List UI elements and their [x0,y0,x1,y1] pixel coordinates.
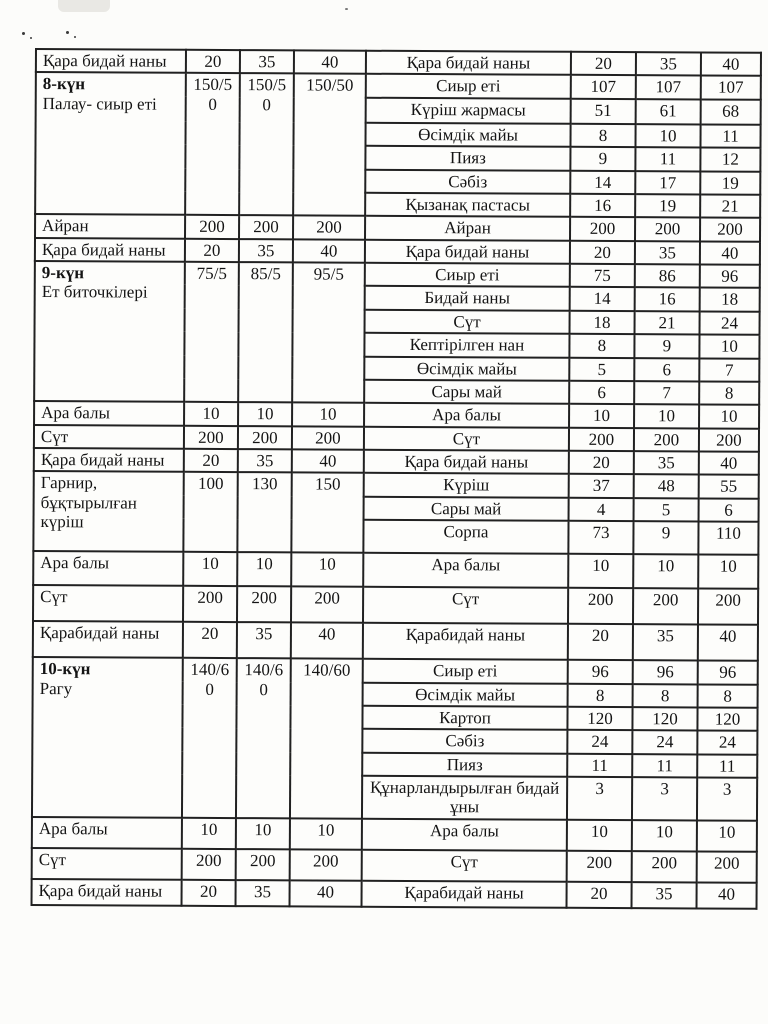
amount-cell: 35 [634,451,699,475]
ingredient-cell: Сүт [364,426,569,450]
ingredient-cell: Өсімдік майы [363,682,568,706]
amount-cell: 24 [697,731,757,755]
amount-cell: 8 [568,683,633,707]
dish-cell: Қара бидай наны [32,879,182,906]
portion-cell: 150/50 [239,73,294,215]
portion-cell: 10 [236,818,290,849]
ingredient-cell: Сүт [363,587,568,624]
amount-cell: 120 [567,707,632,731]
amount-cell: 5 [634,498,699,522]
day-heading: 9-күн [41,263,85,283]
amount-cell: 10 [699,335,759,359]
table-row [32,817,757,852]
amount-cell: 18 [700,288,760,312]
amount-cell: 107 [701,76,761,100]
amount-cell: 16 [570,194,635,218]
amount-cell: 40 [698,625,758,661]
amount-cell: 96 [568,660,633,684]
dish-cell: Қара бидай наны [35,238,185,262]
amount-cell: 4 [569,498,634,522]
amount-cell: 11 [635,147,700,171]
amount-cell: 9 [570,147,635,171]
amount-cell: 75 [570,264,635,288]
table-row [33,585,758,625]
amount-cell: 10 [568,554,633,588]
amount-cell: 6 [569,381,634,405]
portion-cell: 10 [182,818,236,849]
dish-cell: Қара бидай наны [34,448,184,472]
portion-cell: 35 [236,880,290,906]
amount-cell: 200 [632,851,697,882]
portion-cell: 150 [291,473,363,553]
amount-cell: 3 [632,777,697,820]
ingredient-cell: Сиыр еті [363,659,568,683]
ingredient-cell: Өсімдік майы [364,356,569,380]
portion-cell: 20 [184,449,238,473]
dish-cell: Ара балы [34,401,184,425]
portion-cell: 10 [292,403,364,427]
dish-cell: Қара бидай наны [36,49,186,73]
amount-cell: 10 [697,820,757,851]
ingredient-cell: Сорпа [363,520,568,554]
amount-cell: 200 [568,588,633,624]
portion-cell: 200 [238,426,292,450]
amount-cell: 14 [570,170,635,194]
amount-cell: 10 [567,820,632,851]
portion-cell: 75/5 [184,262,239,403]
amount-cell: 96 [698,661,758,685]
portion-cell: 200 [292,426,364,450]
amount-cell: 10 [699,405,759,429]
ingredient-cell: Қара бидай наны [364,450,569,474]
table-row [32,848,757,883]
amount-cell: 19 [700,171,760,195]
amount-cell: 40 [697,882,757,908]
amount-cell: 16 [635,288,700,312]
dish-cell: Қарабидай наны [33,621,183,658]
amount-cell: 200 [635,217,700,241]
ingredient-cell: Қарабидай наны [363,623,568,660]
amount-cell: 7 [634,381,699,405]
amount-cell: 17 [635,171,700,195]
dish-cell: Айран [35,214,185,238]
amount-cell: 200 [697,851,757,882]
amount-cell: 37 [569,474,634,498]
portion-cell: 10 [290,818,362,849]
amount-cell: 120 [697,707,757,731]
amount-cell: 35 [635,241,700,265]
dish-cell: Ара балы [33,551,183,586]
amount-cell: 8 [569,334,634,358]
amount-cell: 68 [701,99,761,124]
amount-cell: 14 [570,287,635,311]
portion-cell: 20 [185,238,239,262]
scan-speck [74,36,76,38]
amount-cell: 20 [569,451,634,475]
portion-cell: 10 [184,402,238,426]
amount-cell: 55 [699,475,759,499]
amount-cell: 200 [569,427,634,451]
amount-cell: 200 [699,428,759,452]
amount-cell: 9 [633,521,698,554]
dish-cell: 9-күн Ет биточкілері [34,261,185,402]
portion-cell: 200 [237,586,291,622]
amount-cell: 19 [635,194,700,218]
amount-cell: 10 [633,554,698,588]
ingredient-cell: Айран [365,216,570,240]
ingredient-cell: Пияз [362,752,567,776]
portion-cell: 85/5 [238,262,293,403]
portion-cell: 10 [238,402,292,426]
amount-cell: 20 [568,624,633,660]
scan-speck [345,8,348,10]
amount-cell: 11 [632,754,697,778]
ingredient-cell: Ара балы [362,818,567,850]
amount-cell: 48 [634,475,699,499]
portion-cell: 140/60 [290,658,363,818]
dish-cell: Гарнир, бұқтырылған күріш [33,471,183,552]
ingredient-cell: Бидай наны [365,286,570,310]
table-row [35,261,760,288]
ingredient-cell: Сүт [365,309,570,333]
ingredient-cell: Сары май [364,380,569,404]
amount-cell: 3 [567,777,632,820]
ingredient-cell: Қара бидай наны [365,239,570,263]
portion-cell: 200 [182,849,236,880]
portion-cell: 140/60 [182,658,237,818]
amount-cell: 8 [699,381,759,405]
portion-cell: 200 [184,425,238,449]
amount-cell: 6 [634,358,699,382]
amount-cell: 10 [632,820,697,851]
portion-cell: 20 [182,880,236,906]
amount-cell: 24 [700,311,760,335]
amount-cell: 3 [697,777,757,820]
portion-cell: 150/50 [293,74,366,216]
portion-cell: 95/5 [292,262,365,403]
amount-cell: 73 [568,521,633,554]
amount-cell: 10 [635,124,700,148]
portion-cell: 40 [293,239,365,263]
portion-cell: 140/60 [236,658,291,818]
dish-cell: 8-күн Палау- сиыр еті [35,72,186,215]
ingredient-cell: Сиыр еті [366,74,571,98]
portion-cell: 150/50 [185,73,240,215]
dish-cell: Сүт [33,585,183,622]
amount-cell: 107 [571,75,636,99]
amount-cell: 107 [636,76,701,100]
amount-cell: 96 [700,264,760,288]
amount-cell: 20 [567,882,632,908]
amount-cell: 11 [697,754,757,778]
portion-cell: 130 [237,472,291,552]
amount-cell: 5 [569,357,634,381]
portion-cell: 40 [294,50,366,74]
ingredient-cell: Ара балы [363,553,568,588]
amount-cell: 7 [699,358,759,382]
portion-cell: 200 [236,849,290,880]
ingredient-cell: Сәбіз [362,729,567,753]
dish-cell: Сүт [34,425,184,449]
table-row [33,551,758,589]
table-row [33,657,758,684]
amount-cell: 24 [632,730,697,754]
portion-cell: 20 [183,622,237,658]
day-heading: 8-күн [42,74,86,94]
dish-cell: 10-күн Рагу [32,657,183,817]
day-heading: 10-күн [39,659,91,679]
table-row [33,621,758,661]
scan-smudge [58,0,110,12]
scan-speck [66,31,69,34]
table-row [34,471,759,498]
ingredient-cell: Күріш жармасы [366,97,571,123]
portion-cell: 40 [290,880,362,906]
amount-cell: 35 [633,624,698,660]
amount-cell: 10 [698,555,758,589]
amount-cell: 40 [700,241,760,265]
portion-cell: 35 [238,449,292,473]
portion-cell: 35 [239,239,293,263]
amount-cell: 200 [698,589,758,625]
ingredient-cell: Өсімдік майы [365,122,570,146]
amount-cell: 35 [632,882,697,908]
amount-cell: 24 [567,730,632,754]
ingredient-cell: Қара бидай наны [366,51,571,75]
menu-table-body [32,49,761,909]
ingredient-cell: Құнарландырылған бидай ұны [362,776,567,820]
amount-cell: 200 [570,217,635,241]
table-row [36,72,761,99]
amount-cell: 21 [700,194,760,218]
amount-cell: 200 [633,588,698,624]
amount-cell: 12 [700,148,760,172]
amount-cell: 200 [634,428,699,452]
amount-cell: 61 [636,99,701,124]
portion-cell: 10 [237,552,291,586]
amount-cell: 40 [701,52,761,76]
portion-cell: 40 [291,622,363,658]
ingredient-cell: Пияз [365,146,570,170]
amount-cell: 6 [699,498,759,522]
amount-cell: 110 [698,522,758,555]
ingredient-cell: Кептірілген нан [364,333,569,357]
portion-cell: 200 [239,215,293,239]
amount-cell: 120 [632,707,697,731]
portion-cell: 10 [291,552,363,586]
amount-cell: 9 [634,334,699,358]
portion-cell: 35 [240,50,294,74]
amount-cell: 8 [570,124,635,148]
amount-cell: 8 [698,684,758,708]
ingredient-cell: Сары май [364,496,569,520]
portion-cell: 100 [183,472,237,552]
amount-cell: 18 [570,311,635,335]
amount-cell: 96 [633,660,698,684]
amount-cell: 200 [700,218,760,242]
amount-cell: 8 [633,684,698,708]
portion-cell: 200 [290,849,362,880]
ingredient-cell: Күріш [364,473,569,497]
amount-cell: 10 [569,404,634,428]
portion-cell: 200 [293,216,365,240]
ingredient-cell: Қызанақ пастасы [365,193,570,217]
ingredient-cell: Сәбіз [365,169,570,193]
portion-cell: 200 [291,586,363,622]
amount-cell: 40 [699,451,759,475]
portion-cell: 20 [186,50,240,74]
dish-cell: Ара балы [32,817,182,849]
amount-cell: 10 [634,404,699,428]
amount-cell: 11 [567,753,632,777]
portion-cell: 200 [183,586,237,622]
ingredient-cell: Сиыр еті [365,263,570,287]
portion-cell: 200 [185,215,239,239]
amount-cell: 200 [567,851,632,882]
table-row [32,879,757,909]
scan-speck [22,32,25,35]
amount-cell: 20 [570,240,635,264]
ingredient-cell: Картоп [362,706,567,730]
portion-cell: 10 [183,552,237,586]
dish-cell: Сүт [32,848,182,880]
ingredient-cell: Сүт [362,849,567,881]
scan-speck [30,37,32,39]
amount-cell: 21 [635,311,700,335]
ingredient-cell: Ара балы [364,403,569,427]
amount-cell: 51 [571,99,636,124]
amount-cell: 20 [571,52,636,76]
amount-cell: 35 [636,52,701,76]
amount-cell: 11 [700,124,760,148]
portion-cell: 40 [292,449,364,473]
portion-cell: 35 [237,622,291,658]
amount-cell: 86 [635,264,700,288]
menu-table [31,48,762,910]
ingredient-cell: Қарабидай наны [362,880,567,907]
